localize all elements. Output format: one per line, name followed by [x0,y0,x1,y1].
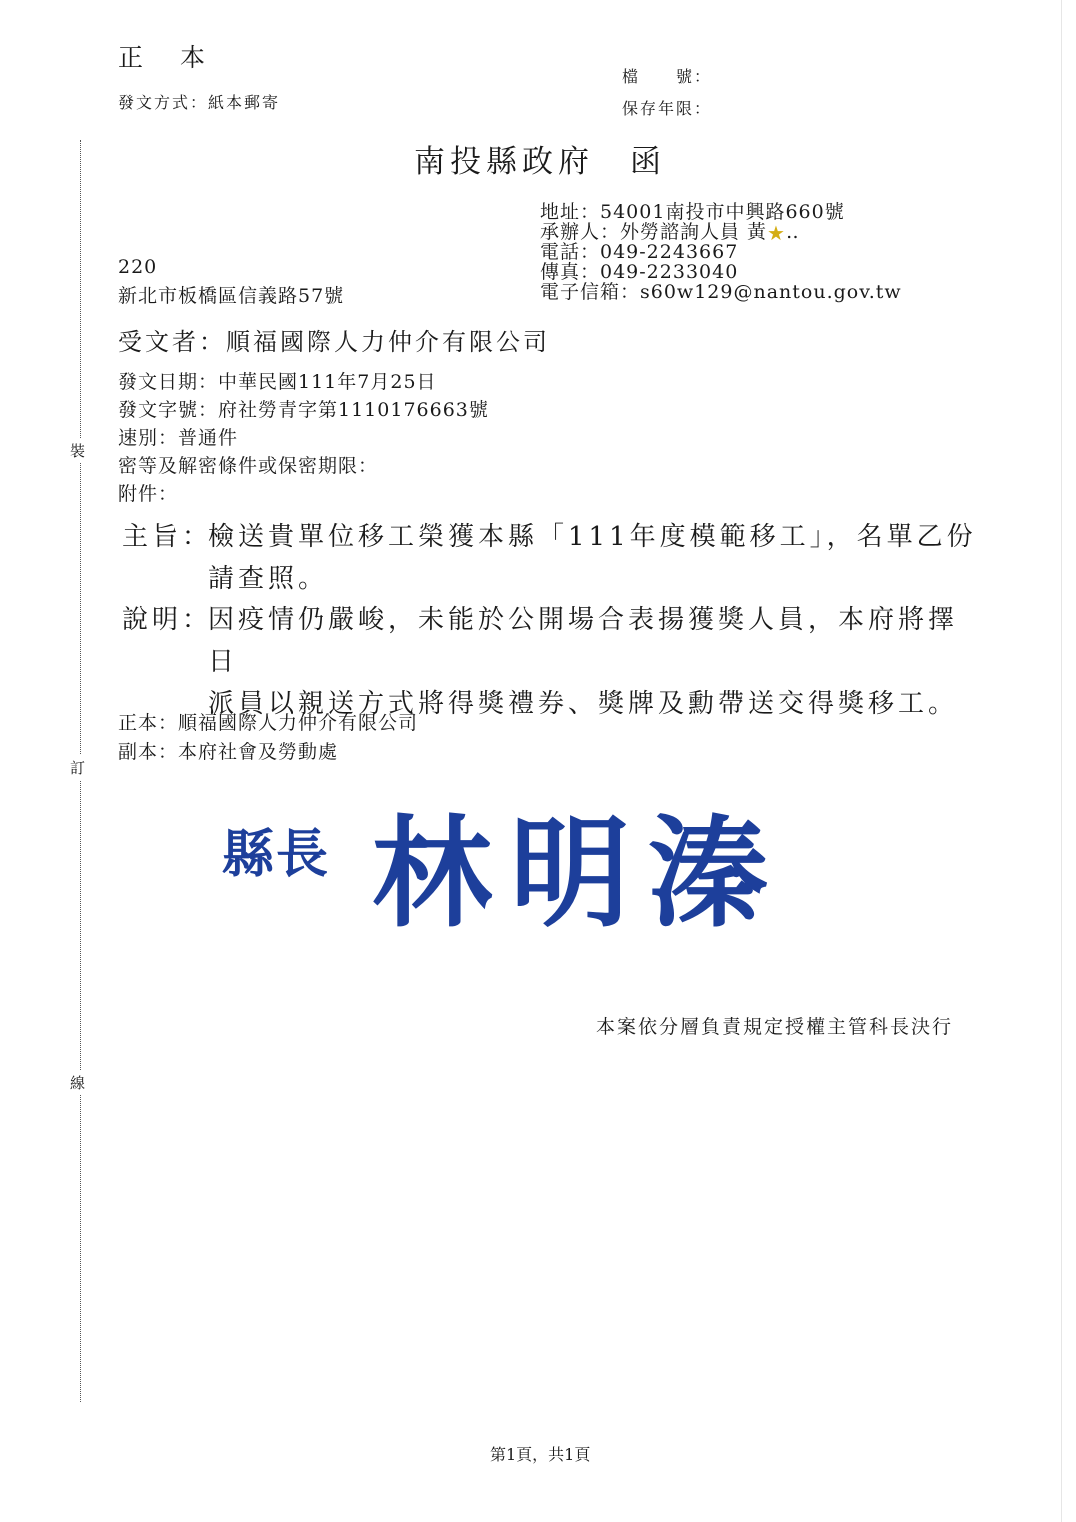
file-number-label: 檔 號： [622,67,713,86]
handler-suffix: ‥ [785,221,800,243]
seal-title [222,812,330,887]
star-icon: ★ [767,221,786,245]
delivery-method: 發文方式：紙本郵寄 [118,93,281,112]
scan-edge [1061,0,1062,1522]
sender-address: 地址：54001南投市中興路660號 [540,201,845,223]
handler-text: 承辦人：外勞諮詢人員 黃 [540,221,768,243]
subject-paragraph [122,516,982,600]
delivery-speed: 速別：普通件 [118,427,239,449]
subject-line-2: 請查照。 [208,564,329,594]
document-title: 南投縣政府 函 [414,144,666,180]
page-number: 第1頁，共1頁 [490,1445,591,1464]
seal-title-text: 縣長 [222,824,331,885]
copy-recipient: 副本：本府社會及勞動處 [118,741,339,763]
sender-phone: 電話：049-2243667 [540,241,739,263]
original-recipient: 正本：順福國際人力仲介有限公司 [118,712,419,734]
explanation-line-1: 因疫情仍嚴峻，未能於公開場合表揚獲獎人員，本府將擇日 [208,605,959,677]
copy-type: 正 本 [118,43,212,72]
seal-name [372,778,786,950]
recipient-name: 受文者：順福國際人力仲介有限公司 [118,328,550,356]
retention-period-label: 保存年限： [622,99,713,118]
sender-email: 電子信箱：s60w129@nantou.gov.tw [540,281,902,303]
explanation-paragraph [122,599,982,725]
binding-mark-xian: 線 [70,1070,85,1095]
recipient-address: 新北市板橋區信義路57號 [118,285,345,307]
sender-fax: 傳真：049-2233040 [540,261,739,283]
explanation-line-2: 派員以親送方式將得獎禮券、獎牌及勳帶送交得獎移工。 [208,689,959,719]
sender-handler [540,222,800,243]
authorization-note: 本案依分層負責規定授權主管科長決行 [596,1016,954,1038]
binding-mark-zhuang: 裝 [70,438,85,463]
secrecy-level: 密等及解密條件或保密期限： [118,455,379,477]
attachment: 附件： [118,483,179,505]
binding-mark-ding: 訂 [70,755,85,780]
document-number: 發文字號：府社勞青字第1110176663號 [118,399,489,421]
recipient-postal-code: 220 [118,256,158,278]
subject-line-1: 檢送貴單位移工榮獲本縣「111年度模範移工」，名單乙份 [208,522,977,552]
issue-date: 發文日期：中華民國111年7月25日 [118,371,437,393]
subject-label: 主旨： [122,522,213,552]
explanation-label: 說明： [122,605,213,635]
seal-name-text: 林明溱 [372,803,786,944]
